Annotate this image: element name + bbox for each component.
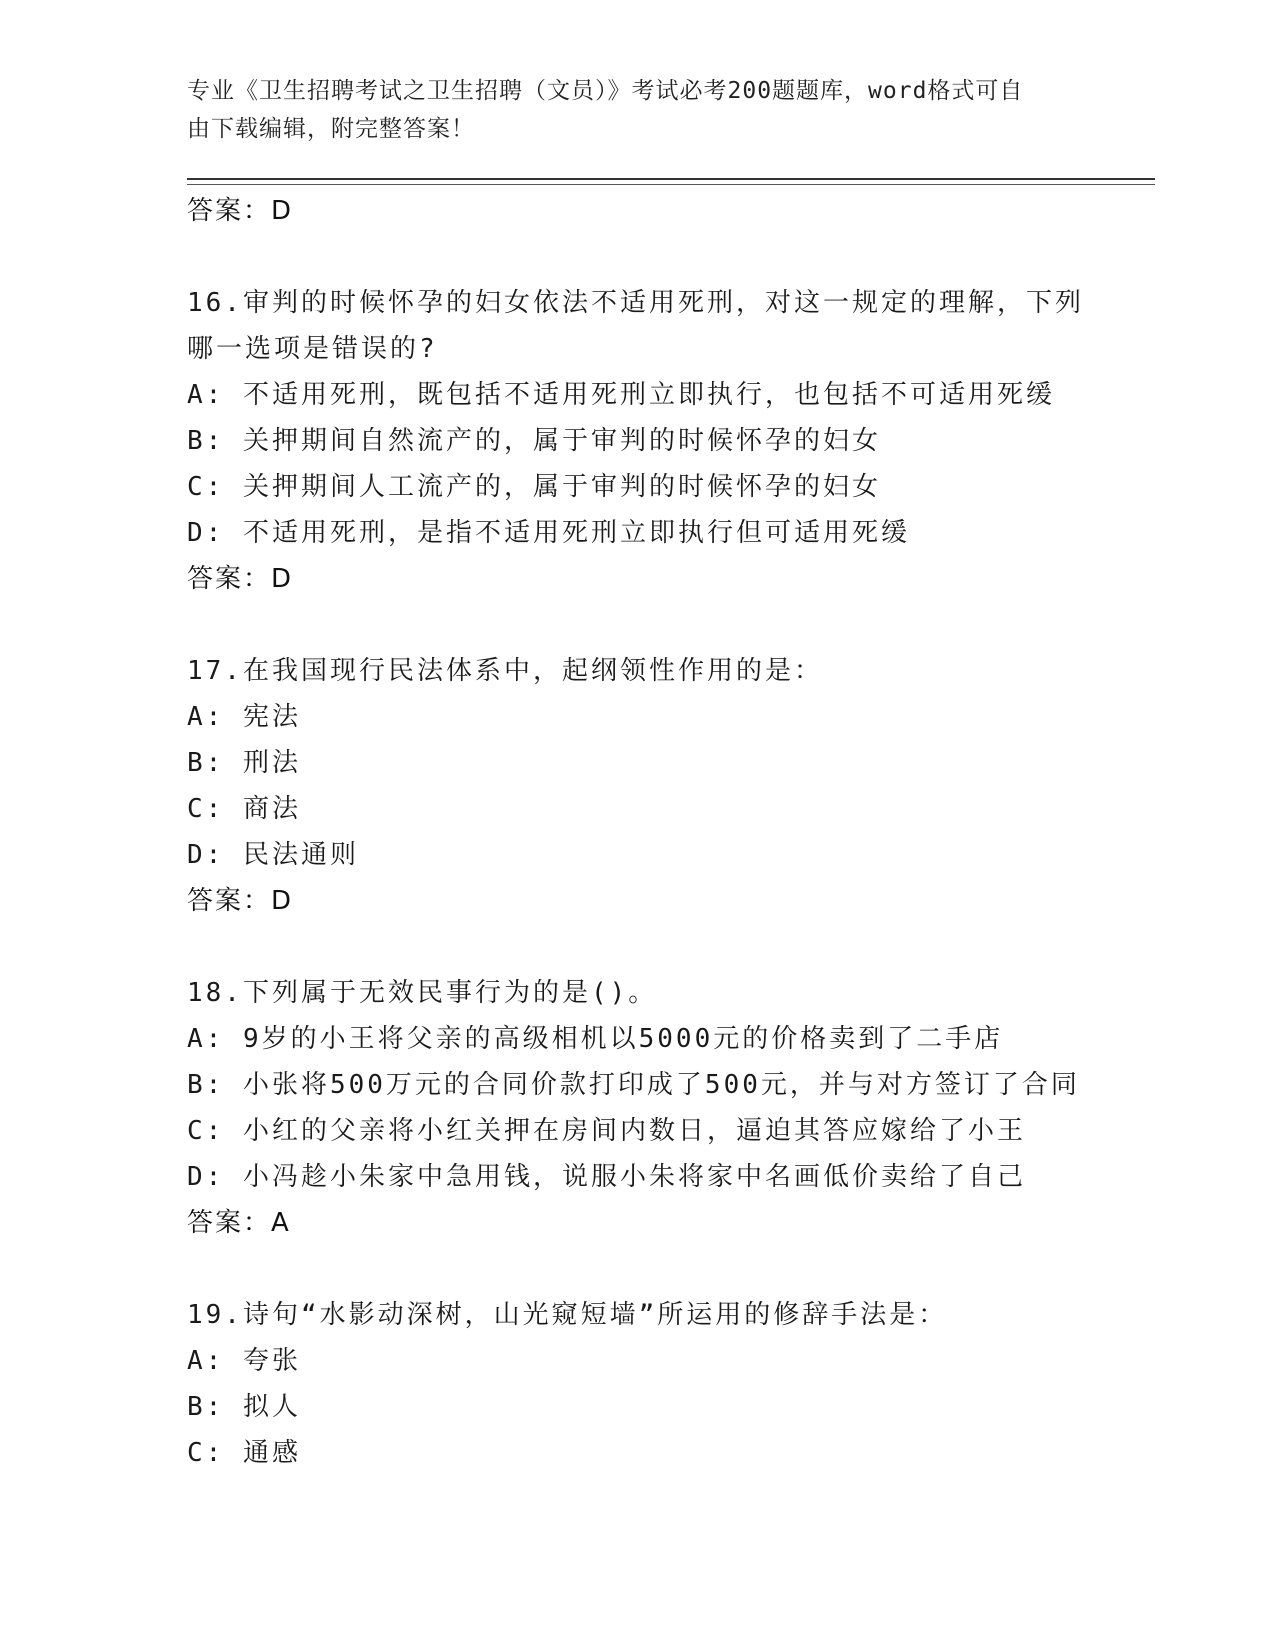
answer-label: 答案：D (187, 564, 294, 594)
question-stem-continued: 哪一选项是错误的? (187, 334, 438, 364)
spacer (187, 1246, 1087, 1292)
answer-label: 答案：A (187, 1208, 291, 1238)
question-stem: 16.审判的时候怀孕的妇女依法不适用死刑，对这一规定的理解，下列 (187, 288, 1084, 318)
spacer (187, 924, 1087, 970)
question-stem: 18.下列属于无效民事行为的是()。 (187, 978, 658, 1008)
document-body (187, 188, 1087, 1476)
question-18 (187, 970, 1087, 1246)
option-c: C: 通感 (187, 1438, 301, 1468)
option-a: A: 宪法 (187, 702, 301, 732)
question-17 (187, 648, 1087, 924)
option-c: C: 小红的父亲将小红关押在房间内数日，逼迫其答应嫁给了小王 (187, 1116, 1026, 1146)
option-b: B: 拟人 (187, 1392, 301, 1422)
header-divider-thin (187, 184, 1155, 185)
option-b: B: 小张将500万元的合同价款打印成了500元，并与对方签订了合同 (187, 1070, 1080, 1100)
answer-label: 答案：D (187, 196, 294, 226)
option-c: C: 关押期间人工流产的，属于审判的时候怀孕的妇女 (187, 472, 881, 502)
option-d: D: 不适用死刑，是指不适用死刑立即执行但可适用死缓 (187, 518, 910, 548)
question-stem: 17.在我国现行民法体系中，起纲领性作用的是： (187, 656, 823, 686)
header-line-1: 专业《卫生招聘考试之卫生招聘（文员）》考试必考200题题库，word格式可自 (187, 78, 1024, 104)
spacer (187, 234, 1087, 280)
option-b: B: 刑法 (187, 748, 301, 778)
answer-label: 答案：D (187, 886, 294, 916)
question-stem: 19.诗句“水影动深树，山光窥短墙”所运用的修辞手法是： (187, 1300, 948, 1330)
header-line-2: 由下载编辑，附完整答案！ (187, 116, 475, 142)
option-a: A: 不适用死刑，既包括不适用死刑立即执行，也包括不可适用死缓 (187, 380, 1055, 410)
question-19 (187, 1292, 1087, 1476)
option-b: B: 关押期间自然流产的，属于审判的时候怀孕的妇女 (187, 426, 881, 456)
option-c: C: 商法 (187, 794, 301, 824)
option-d: D: 民法通则 (187, 840, 359, 870)
question-16 (187, 280, 1087, 602)
option-a: A: 9岁的小王将父亲的高级相机以5000元的价格卖到了二手店 (187, 1024, 1004, 1054)
spacer (187, 602, 1087, 648)
option-d: D: 小冯趁小朱家中急用钱，说服小朱将家中名画低价卖给了自己 (187, 1162, 1026, 1192)
document-header (187, 72, 1067, 148)
option-a: A: 夸张 (187, 1346, 301, 1376)
header-divider-thick (187, 178, 1155, 180)
